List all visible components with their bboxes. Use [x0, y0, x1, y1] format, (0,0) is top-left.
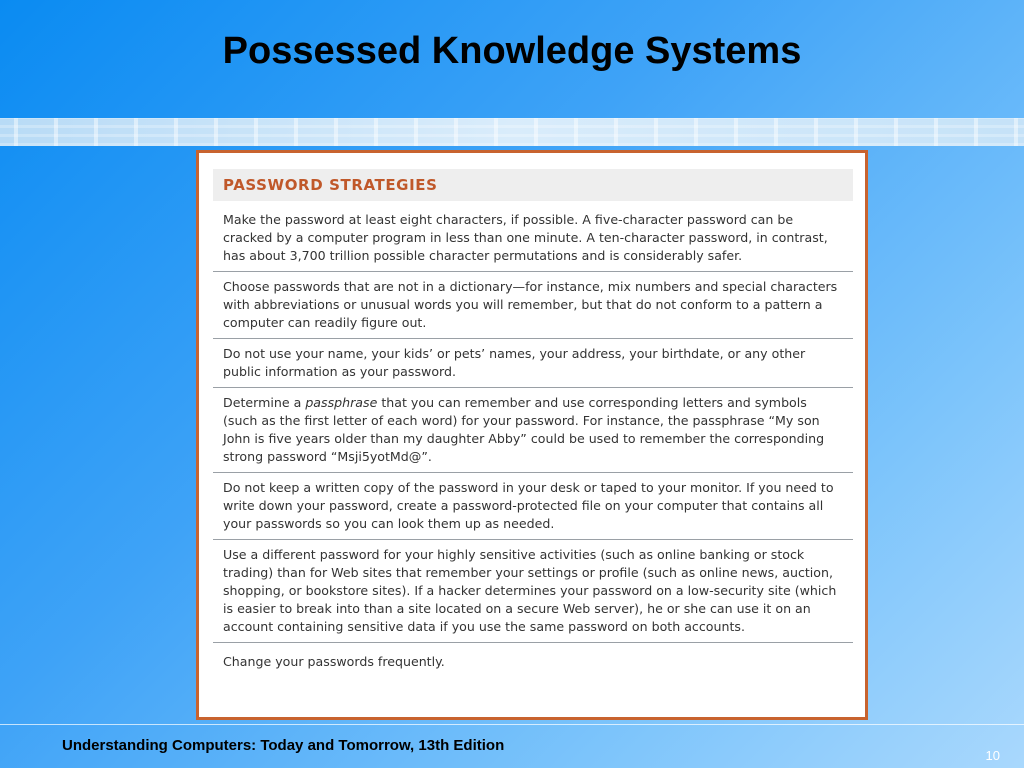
password-strategies-panel: [196, 150, 868, 720]
strategy-text-before: Determine a: [223, 395, 306, 410]
slide-title: Possessed Knowledge Systems: [222, 30, 802, 72]
strategies-list: [213, 205, 853, 677]
strategy-item: Choose passwords that are not in a dictionary—for instance, mix numbers and special characters with abbreviations or unusual words you will remember, but that do not conform to a pattern a computer can readily figure out.: [213, 272, 853, 339]
panel-header: [213, 169, 853, 201]
strategy-text-after: that you can remember and use corresponding letters and symbols (such as the first letter of each word) for your password. For instance, the passphrase “My son John is five years older than my daughter Abby” could be used to remember the corresponding strong password “Msji5yotMd@”.: [223, 395, 825, 464]
strategy-item: Use a different password for your highly sensitive activities (such as online banking or stock trading) than for Web sites that remember your settings or profile (such as online news, auction, shopping, or bookstore sites). If a hacker determines your password on a low-security site (which is easier to break into than a site located on a secure Web server), he or she can use it on an account containing sensitive data if you use the same password on both accounts.: [213, 540, 853, 643]
footer-divider: [0, 724, 1024, 725]
strategy-item: Change your passwords frequently.: [223, 654, 445, 669]
strategy-item: Do not use your name, your kids’ or pets’ names, your address, your birthdate, or any other public information as your password.: [213, 339, 853, 388]
circuit-decoration-band: [0, 118, 1024, 146]
page-number: 10: [985, 748, 1000, 763]
footer-text: Understanding Computers: Today and Tomorrow, 13th Edition: [62, 737, 505, 754]
panel-header-title: PASSWORD STRATEGIES: [223, 176, 438, 194]
strategy-item: Do not keep a written copy of the password in your desk or taped to your monitor. If you need to write down your password, create a password-protected file on your computer that contains all your passwords so you can look them up as needed.: [213, 473, 853, 540]
strategy-item: Make the password at least eight characters, if possible. A five-character password can be cracked by a computer program in less than one minute. A ten-character password, in contrast, has about 3,700 trillion possible character permutations and is considerably safer.: [213, 205, 853, 272]
strategy-item: [213, 388, 853, 473]
strategy-emphasis: passphrase: [305, 395, 378, 410]
